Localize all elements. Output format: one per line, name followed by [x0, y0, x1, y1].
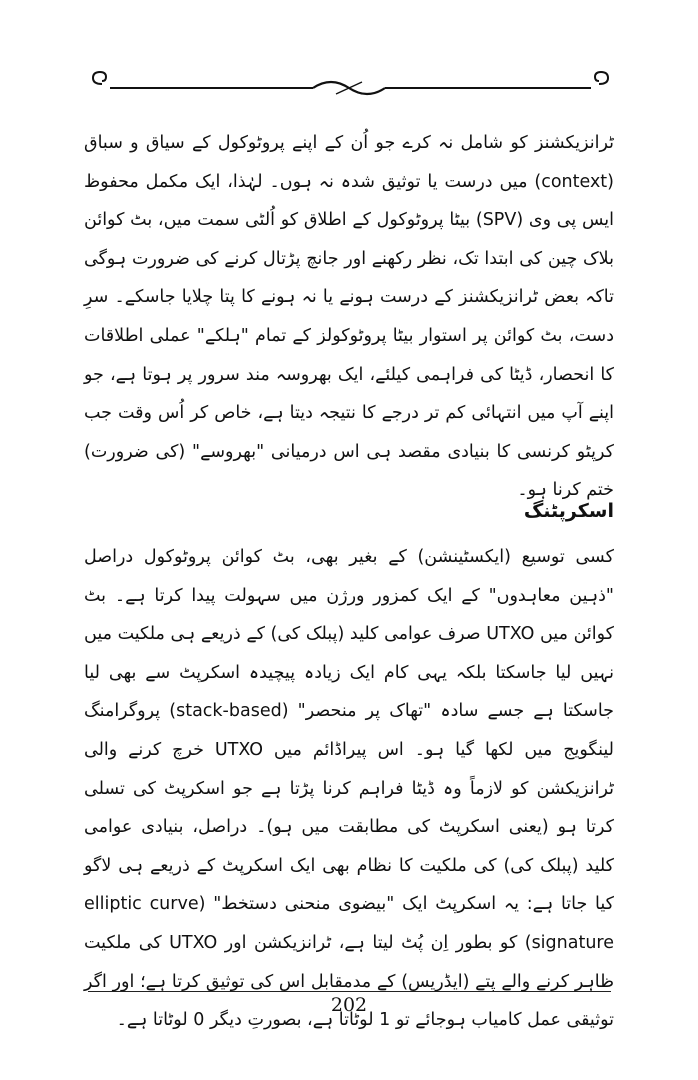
page-number: 202 [330, 994, 368, 1016]
header-ornament [88, 62, 613, 112]
body-paragraph: ٹرانزیکشنز کو شامل نہ کرے جو اُن کے اپنے پروٹوکول کے سیاق و سباق (context) میں درست یا توثیق شدہ نہ ہوں۔ لہٰذا، ایک مکمل محفوظ ایس پی وی (SPV) بیٹا پروٹوکول کے اطلاق کو اُلٹی سمت میں، بٹ کوائن بلاک چین کی ابتدا تک، نظر رکھنے اور جانچ پڑتال کرنے کی ضرورت ہوگی تاکہ بعض ٹرانزیکشنز کے درست ہونے یا نہ ہونے کا پتا چلایا جاسکے۔ سرِ دست، بٹ کوائن پر استوار بیٹا پروٹوکولز کے تمام "ہلکے" عملی اطلاقات کا انحصار، ڈیٹا کی فراہمی کیلئے، ایک بھروسہ مند سرور پر ہوتا ہے، جو اپنے آپ میں انتہائی کم تر درجے کا نتیجہ دیتا ہے، خاص کر اُس وقت جب کرپٹو کرنسی کا بنیادی مقصد ہی اس درمیانی "بھروسے" (کی ضرورت) ختم کرنا ہو۔ [84, 133, 614, 501]
body-paragraph: کسی توسیع (ایکسٹینشن) کے بغیر بھی، بٹ کوائن پروٹوکول دراصل "ذہین معاہدوں" کے ایک کمزور ورژن میں سہولت پیدا کرتا ہے۔ بٹ کوائن میں UTXO صرف عوامی کلید (پبلک کی) کے ذریعے ہی ملکیت میں نہیں لیا جاسکتا بلکہ یہی کام ایک زیادہ پیچیدہ اسکرپٹ سے بھی لیا جاسکتا ہے جسے سادہ "تھاک پر منحصر" (stack-based) پروگرامنگ لینگویج میں لکھا گیا ہو۔ اس پیراڈائم میں UTXO خرچ کرنے والی ٹرانزیکشن کو لازماً وہ ڈیٹا فراہم کرنا پڑتا ہے جو اسکرپٹ کی تسلی کرتا ہو (یعنی اسکرپٹ کی مطابقت میں ہو)۔ دراصل، بنیادی عوامی کلید (پبلک کی) کی ملکیت کا نظام بھی ایک اسکرپٹ کے ذریعے ہی لاگو کیا جاتا ہے: یہ اسکرپٹ ایک "بیضوی منحنی دستخط" (elliptic curve signature) کو بطور اِن پُٹ لیتا ہے، ٹرانزیکشن اور UTXO کی ملکیت ظاہر کرنے والے پتے (ایڈریس) کے مدمقابل اس کی توثیق کرتا ہے؛ اور اگر توثیقی عمل کامیاب ہوجائے تو 1 لوٹاتا ہے، بصورتِ دیگر 0 لوٹاتا ہے۔ [84, 547, 615, 1031]
section-heading: اسکرپٹنگ [523, 500, 614, 522]
footer-rule [88, 991, 611, 992]
